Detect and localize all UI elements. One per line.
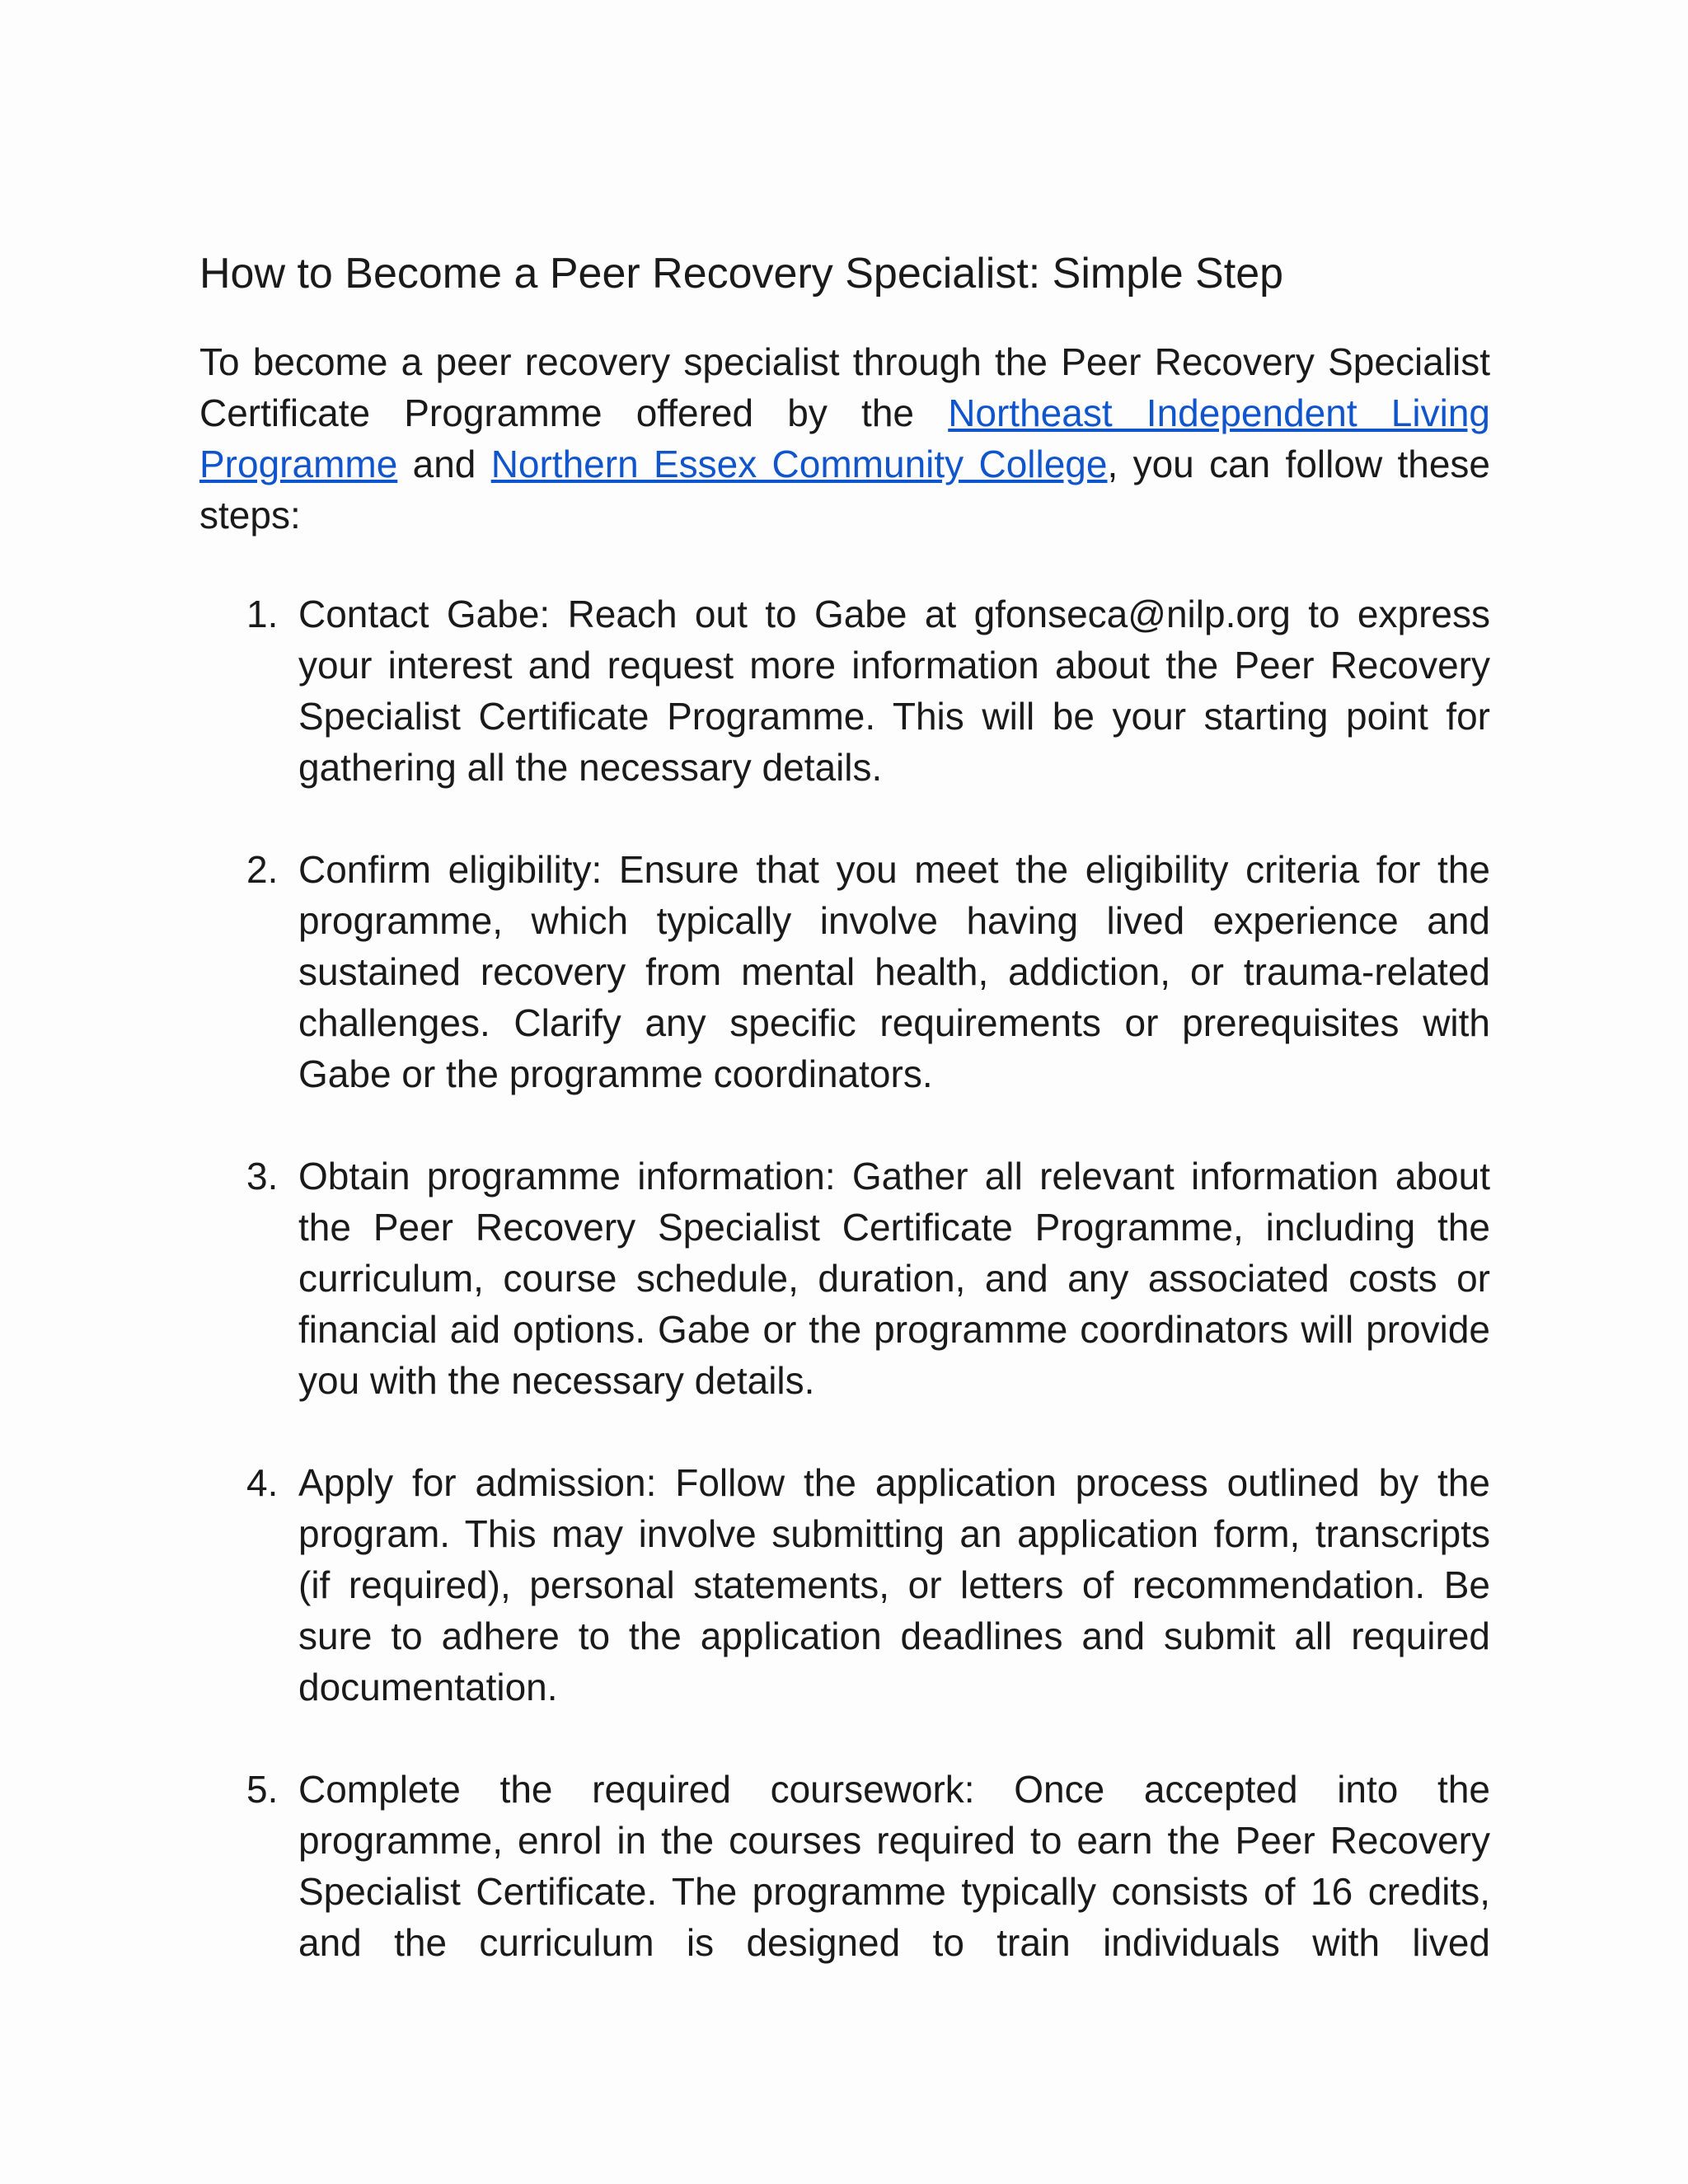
intro-text-end: , you can follow these steps: <box>199 443 1491 537</box>
intro-paragraph <box>199 336 1490 541</box>
step-text: Complete the required coursework: Once accepted into the programme, enrol in the courses required to earn the Peer Recovery Specialist Certificate. The programme typically consists of 16 credits, and the curriculum is designed to train individuals with lived <box>298 1768 1490 1964</box>
list-item <box>199 844 1490 1099</box>
list-item <box>199 588 1490 793</box>
step-text: Obtain programme information: Gather all relevant information about the Peer Recovery Specialist Certificate Programme, including the curriculum, course schedule, duration, and any associated costs or financial aid options. Gabe or the programme coordinators will provide you with the necessary details. <box>298 1155 1490 1402</box>
page-title: How to Become a Peer Recovery Specialist: Simple Step <box>199 250 1284 298</box>
list-item <box>199 1457 1490 1713</box>
step-number: 2. <box>246 848 279 891</box>
northern-essex-community-college-link[interactable]: Northern Essex Community College <box>490 443 1108 485</box>
step-number: 1. <box>246 593 279 635</box>
northeast-independent-living-programme-link[interactable]: Northeast Independent Living Programme <box>199 391 1490 485</box>
list-item <box>199 1764 1490 1968</box>
document-body <box>199 244 1490 2019</box>
step-number: 5. <box>246 1768 279 1811</box>
step-text: Confirm eligibility: Ensure that you meet the eligibility criteria for the programme, which typically involve having lived experience and sustained recovery from mental health, addiction, or trauma-related challenges. Clarify any specific requirements or prerequisites with Gabe or the programme coordinators. <box>298 848 1490 1095</box>
step-number: 3. <box>246 1155 279 1197</box>
step-text: Contact Gabe: Reach out to Gabe at gfonseca@nilp.org to express your interest and request more information about the Peer Recovery Specialist Certificate Programme. This will be your starting point for gathering all the necessary details. <box>298 593 1490 789</box>
step-text: Apply for admission: Follow the application process outlined by the program. This may involve submitting an application form, transcripts (if required), personal statements, or letters of recommendation. Be sure to adhere to the application deadlines and submit all required documentation. <box>298 1461 1490 1708</box>
step-number: 4. <box>246 1461 279 1504</box>
steps-list <box>199 588 1490 1968</box>
intro-text-and: and <box>397 443 491 485</box>
intro-text-start: To become a peer recovery specialist through the Peer Recovery Specialist Certificate Programme offered by the <box>199 340 1490 434</box>
list-item <box>199 1151 1490 1406</box>
